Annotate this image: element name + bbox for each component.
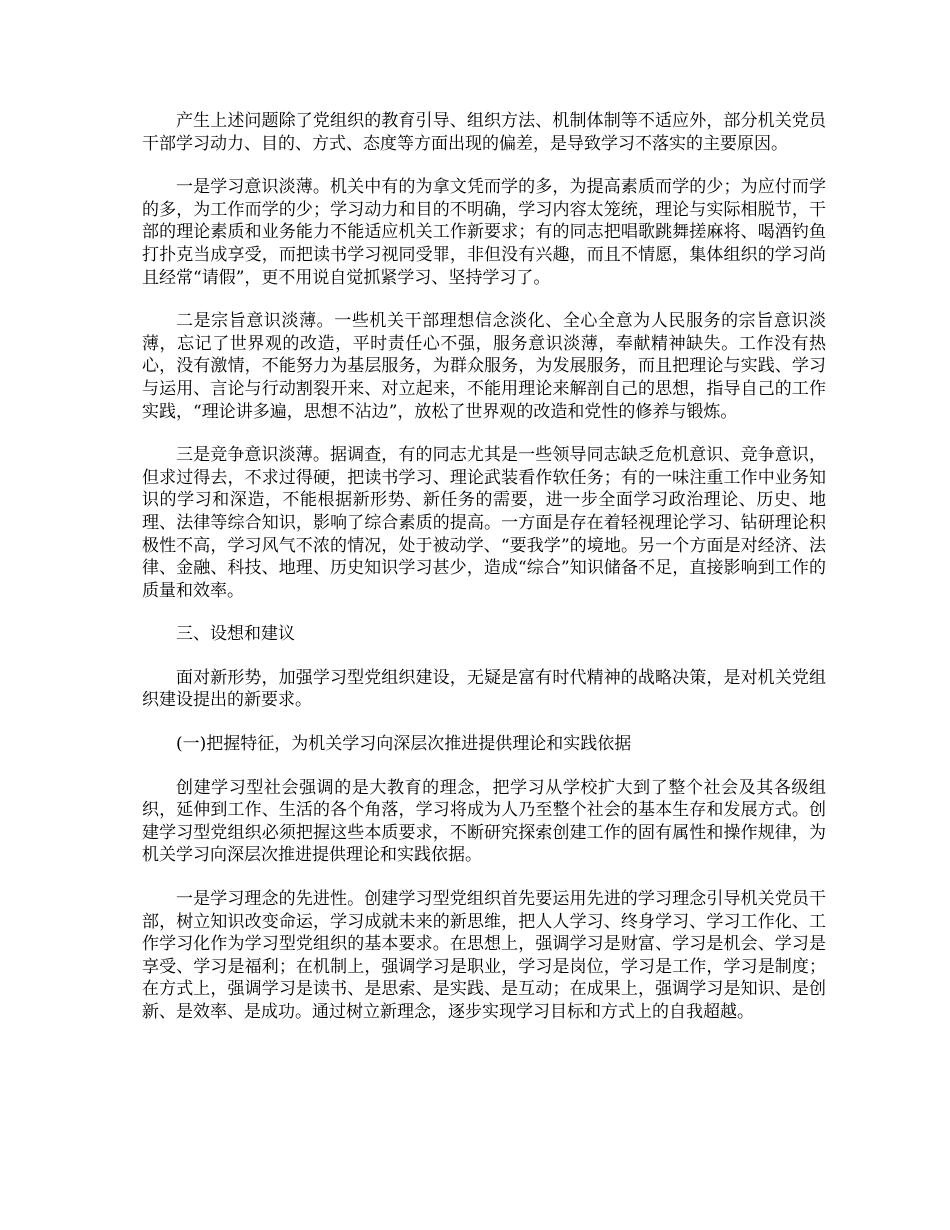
paragraph-learning-awareness: 一是学习意识淡薄。机关中有的为拿文凭而学的多，为提高素质而学的少；为应付而学的多，为工作而学的少；学习动力和目的不明确，学习内容太笼统，理论与实际相脱节，干部的理论素质和业务能力不能适应机关工作新要求；有的同志把唱歌跳舞搓麻将、喝酒钓鱼打扑克当成享受，而把读书学习视同受罪，非但没有兴趣，而且不情愿，集体组织的学习尚且经常“请假”，更不用说自觉抓紧学习、坚持学习了。 [142, 177, 826, 288]
document-page [142, 110, 826, 1045]
paragraph-new-situation: 面对新形势，加强学习型党组织建设，无疑是富有时代精神的战略决策，是对机关党组织建设提出的新要求。 [142, 667, 826, 711]
paragraph-advanced-concept: 一是学习理念的先进性。创建学习型党组织首先要运用先进的学习理念引导机关党员干部，树立知识改变命运，学习成就未来的新思维，把人人学习、终身学习、学习工作化、工作学习化作为学习型党组织的基本要求。在思想上，强调学习是财富、学习是机会、学习是享受、学习是福利；在机制上，强调学习是职业，学习是岗位，学习是工作，学习是制度；在方式上，强调学习是读书、是思索、是实践、是互动；在成果上，强调学习是知识、是创新、是效率、是成功。通过树立新理念，逐步实现学习目标和方式上的自我超越。 [142, 889, 826, 1022]
subsection-heading-grasp-features: (一)把握特征，为机关学习向深层次推进提供理论和实践依据 [176, 734, 632, 755]
section-heading-suggestions: 三、设想和建议 [176, 624, 295, 645]
paragraph-learning-society: 创建学习型社会强调的是大教育的理念，把学习从学校扩大到了整个社会及其各级组织，延伸到工作、生活的各个角落，学习将成为人乃至整个社会的基本生存和发展方式。创建学习型党组织必须把握这些本质要求，不断研究探索创建工作的固有属性和操作规律，为机关学习向深层次推进提供理论和实践依据。 [142, 777, 826, 866]
paragraph-causes-intro: 产生上述问题除了党组织的教育引导、组织方法、机制体制等不适应外，部分机关党员干部学习动力、目的、方式、态度等方面出现的偏差，是导致学习不落实的主要原因。 [142, 111, 826, 154]
paragraph-purpose-awareness: 二是宗旨意识淡薄。一些机关干部理想信念淡化、全心全意为人民服务的宗旨意识淡薄，忘记了世界观的改造，平时责任心不强，服务意识淡薄，奉献精神缺失。工作没有热心，没有激情，不能努力为基层服务，为群众服务，为发展服务，而且把理论与实践、学习与运用、言论与行动割裂开来、对立起来，不能用理论来解剖自己的思想，指导自己的工作实践，“理论讲多遍，思想不沾边”，放松了世界观的改造和党性的修养与锻炼。 [142, 311, 826, 422]
paragraph-competition-awareness: 三是竞争意识淡薄。据调查，有的同志尤其是一些领导同志缺乏危机意识、竞争意识，但求过得去，不求过得硬，把读书学习、理论武装看作软任务；有的一味注重工作中业务知识的学习和深造，不能根据新形势、新任务的需要，进一步全面学习政治理论、历史、地理、法律等综合知识，影响了综合素质的提高。一方面是存在着轻视理论学习、钻研理论积极性不高，学习风气不浓的情况，处于被动学、“要我学”的境地。另一个方面是对经济、法律、金融、科技、地理、历史知识学习甚少，造成“综合”知识储备不足，直接影响到工作的质量和效率。 [142, 445, 826, 601]
